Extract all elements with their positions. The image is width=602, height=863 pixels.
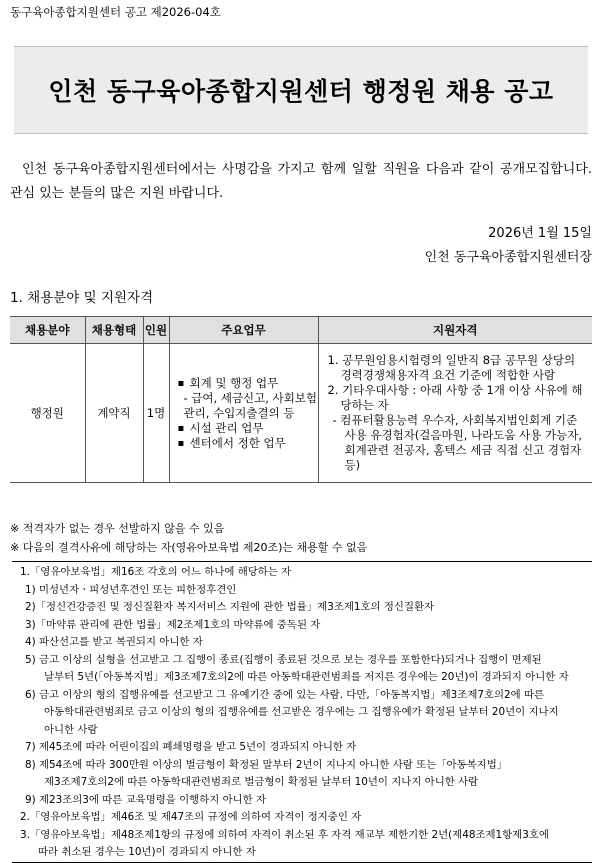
table-row bbox=[10, 344, 592, 483]
note-no-qualified: ※ 적격자가 없는 경우 선발하지 않을 수 있음 bbox=[10, 522, 225, 535]
qualifications-list bbox=[319, 353, 593, 473]
recruitment-table bbox=[10, 316, 592, 483]
list-item: ▪ 시설 관리 업무 bbox=[176, 421, 318, 436]
column-header-field: 채용분야 bbox=[10, 317, 85, 344]
organization-name: 인천 동구육아종합지원센터장 bbox=[424, 250, 592, 265]
list-item: ▪ 회계 및 행정 업무 bbox=[176, 376, 318, 391]
duties-list bbox=[170, 376, 318, 451]
column-header-count: 인원 bbox=[143, 317, 169, 344]
list-item: 6) 금고 이상의 형의 집행유예를 선고받고 그 유예기간 중에 있는 사람. 다만,「아동복지법」제3조제7호의2에 따른 bbox=[25, 688, 545, 701]
list-item-continued: 제3조제7호의2에 따른 아동학대관련범죄로 벌금형이 확정된 날부터 10년이 지나지 아니한 사람 bbox=[44, 776, 479, 788]
list-item-continued: 따라 취소된 경우는 10년)이 경과되지 아니한 자 bbox=[38, 846, 256, 858]
cell-qualifications bbox=[318, 344, 592, 483]
list-item: 4) 파산선고를 받고 복권되지 아니한 자 bbox=[25, 636, 203, 648]
list-item: 7) 제45조에 따라 어린이집의 폐쇄명령을 받고 5년이 경과되지 아니한 자 bbox=[25, 741, 357, 753]
list-item: 3)「마약류 관리에 관한 법률」제2조제1호의 마약류에 중독된 자 bbox=[25, 618, 321, 631]
list-item: ▪ 센터에서 정한 업무 bbox=[176, 436, 318, 451]
list-item-continued: 날부터 5년(「아동복지법」제3조제7호의2에 따른 아동학대관련범죄를 저지른 경우에는 20년)이 경과되지 아니한 자 bbox=[44, 671, 569, 683]
page-title: 인천 동구육아종합지원센터 행정원 채용 공고 bbox=[48, 77, 554, 106]
cell-field: 행정원 bbox=[10, 344, 85, 483]
column-header-qualifications: 지원자격 bbox=[318, 317, 592, 344]
list-item: 9) 제23조의3에 따른 교육명령을 이행하지 아니한 자 bbox=[25, 793, 267, 806]
intro-paragraph: 인천 동구육아종합지원센터에서는 사명감을 가지고 함께 일할 직원을 다음과 같이 공개모집합니다. 관심 있는 분들의 많은 지원 바랍니다. bbox=[10, 162, 592, 201]
cell-count: 1명 bbox=[143, 344, 169, 483]
list-item-continued: 아니한 사람 bbox=[44, 723, 98, 736]
list-item: 1. 공무원임용시험령의 일반직 8급 공무원 상당의 경력경쟁채용자격 요건 기준에 적합한 사람 bbox=[327, 353, 576, 382]
disqualification-box bbox=[12, 561, 592, 863]
list-item: - 컴퓨터활용능력 우수자, 사회복지법인회계 기준 사용 유경험자(걸음마원, 나라도움 사용 가능자, 회계관련 전공자, 홈텍스 세금 직접 신고 경험자 등) bbox=[332, 413, 582, 472]
announcement-date: 2026년 1월 15일 bbox=[488, 226, 592, 241]
cell-duties bbox=[169, 344, 318, 483]
section-heading: 1. 채용분야 및 지원자격 bbox=[10, 290, 154, 306]
list-item: 2.「영유아보육법」제46조 및 제47조의 규정에 의하여 자격이 정지중인 자 bbox=[20, 811, 362, 823]
list-item: 8) 제54조에 따라 300만원 이상의 벌금형이 확정된 말부터 2년이 지나지 아니한 사람 또는「아동복지법」 bbox=[25, 758, 508, 771]
list-item: - 급여, 세금신고, 사회보험 관리, 수입지출결의 등 bbox=[183, 390, 318, 420]
cell-type: 계약직 bbox=[85, 344, 143, 483]
list-item: 1.「영유아보육법」제16조 각호의 어느 하나에 해당하는 자 bbox=[20, 566, 292, 578]
list-item: 5) 금고 이상의 실형을 선고받고 그 집행이 종료(집행이 종료된 것으로 보는 경우를 포함한다)되거나 집행이 면제된 bbox=[25, 653, 542, 666]
list-item-continued: 아동학대관련범죄로 금고 이상의 형의 집행유예를 선고받은 경우에는 그 집행유예가 확정된 날부터 20년이 지나지 bbox=[44, 706, 559, 718]
list-item: 1) 미성년자ㆍ피성년후견인 또는 피한정후견인 bbox=[25, 583, 237, 596]
note-disqualification: ※ 다음의 결격사유에 해당하는 자(영유아보육법 제20조)는 채용할 수 없음 bbox=[10, 541, 368, 554]
list-item: 2)「정신건강증진 및 정신질환자 복지서비스 지원에 관한 법률」제3조제1호의 정신질환자 bbox=[25, 601, 435, 613]
column-header-type: 채용형태 bbox=[85, 317, 143, 344]
table-header-row bbox=[10, 317, 592, 344]
title-banner bbox=[14, 46, 588, 134]
notice-number: 동구육아종합지원센터 공고 제2026-04호 bbox=[10, 5, 221, 19]
list-item: 2. 기타우대사항 : 아래 사항 중 1개 이상 사유에 해당하는 자 bbox=[327, 383, 583, 412]
list-item: 3.「영유아보육법」제48조제1항의 규정에 의하여 자격이 취소된 후 자격 재교부 제한기한 2년(제48조제1항제3호에 bbox=[20, 828, 549, 841]
column-header-duties: 주요업무 bbox=[169, 317, 318, 344]
